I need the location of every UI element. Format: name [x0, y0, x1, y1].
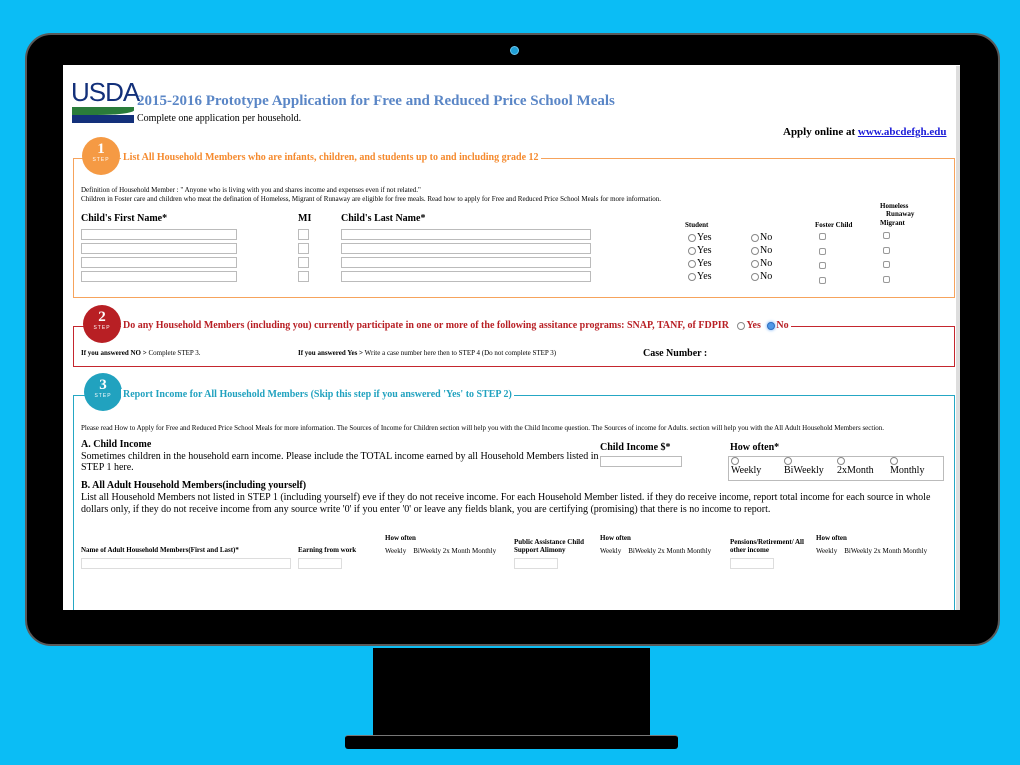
homeless-header-1: Homeless	[880, 202, 909, 210]
freq-2xmonth-label: 2xMonth	[837, 465, 874, 476]
adult-members-text-1: List all Household Members not listed in STEP 1 (including yourself) eve if they do not receive income. For each Household Member listed. if they do receive income, report total income for each source in whole	[81, 492, 931, 503]
child-income-text-1: Sometimes children in the household earn income. Please include the TOTAL income earned by all Household Members listed in	[81, 451, 599, 462]
child3-last-name-input[interactable]	[341, 257, 591, 268]
child2-mi-input[interactable]	[298, 243, 309, 254]
step3-intro: Please read How to Apply for Free and Reduced Price School Meals for more information. The Sources of Income for Children section will help you with the Child Income question. The Sources of income for Adults. section will help you with the All Adult Household Members section.	[81, 424, 885, 432]
no-label: No	[760, 271, 773, 282]
case-number-label: Case Number :	[643, 348, 708, 359]
if-no-text: Complete STEP 3.	[146, 349, 201, 357]
step1-definition: Definition of Household Member : " Anyone who is living with you and shares income and expenses even if not related."	[81, 186, 421, 194]
scrollbar[interactable]	[956, 66, 960, 610]
apply-online-label: Apply online at	[783, 126, 856, 138]
child4-foster-checkbox[interactable]	[819, 277, 826, 284]
if-no-bold: If you answered NO >	[81, 349, 147, 357]
child2-first-name-input[interactable]	[81, 243, 237, 254]
child4-student-no[interactable]	[751, 271, 772, 282]
child2-student-yes[interactable]	[688, 245, 712, 256]
adult-name-header: Name of Adult Household Members(First and Last)*	[81, 546, 239, 554]
no-label: No	[776, 320, 789, 331]
how-often-header-3: How often	[816, 534, 847, 542]
usda-logo-blue-band	[72, 115, 134, 123]
yes-label: Yes	[746, 320, 761, 331]
adult1-earning-input[interactable]	[298, 558, 342, 569]
how-often-header-2: How often	[600, 534, 631, 542]
radio-icon[interactable]	[737, 322, 745, 330]
usda-logo: USDA	[71, 77, 140, 107]
step1-badge	[82, 137, 120, 175]
child-last-name-header: Child's Last Name*	[341, 213, 426, 224]
child3-student-yes[interactable]	[688, 258, 712, 269]
yes-label: Yes	[697, 245, 712, 256]
public-assistance-header-1: Public Assistance Child	[514, 538, 585, 546]
step2-step-label: STEP	[93, 325, 111, 331]
freq-weekly[interactable]	[731, 457, 761, 476]
child-income-title: A. Child Income	[81, 439, 152, 450]
apply-online-link[interactable]: www.abcdefgh.edu	[857, 126, 947, 138]
step1-step-label: STEP	[92, 157, 110, 163]
small-freq-2xmonth: 2x Month	[442, 547, 471, 555]
step2-section	[73, 326, 955, 367]
child2-homeless-checkbox[interactable]	[883, 247, 890, 254]
small-freq-monthly: Monthly	[902, 547, 928, 555]
small-freq-2xmonth: 2x Month	[657, 547, 686, 555]
apply-online	[783, 126, 947, 138]
small-freq-monthly: Monthly	[471, 547, 497, 555]
radio-icon[interactable]	[751, 247, 759, 255]
how-often-header-1: How often	[385, 534, 416, 542]
radio-icon[interactable]	[731, 457, 739, 465]
small-freq-weekly: Weekly	[600, 547, 622, 555]
adult1-public-input[interactable]	[514, 558, 558, 569]
webcam-icon	[510, 46, 519, 55]
radio-icon[interactable]	[751, 260, 759, 268]
usda-logo-green-band	[72, 107, 134, 115]
child2-foster-checkbox[interactable]	[819, 248, 826, 255]
child2-student-no[interactable]	[751, 245, 772, 256]
page-subtitle: Complete one application per household.	[137, 113, 302, 124]
child-first-name-header: Child's First Name*	[81, 213, 168, 224]
adult-members-title: B. All Adult Household Members(including yourself)	[81, 480, 307, 491]
step3-legend: Report Income for All Household Members (Skip this step if you answered 'Yes' to STEP 2)	[123, 389, 512, 400]
step2-if-yes	[298, 349, 556, 357]
radio-icon[interactable]	[688, 247, 696, 255]
child4-homeless-checkbox[interactable]	[883, 276, 890, 283]
child1-homeless-checkbox[interactable]	[883, 232, 890, 239]
child1-mi-input[interactable]	[298, 229, 309, 240]
homeless-header-3: Migrant	[880, 219, 905, 227]
small-freq-2xmonth: 2x Month	[873, 547, 902, 555]
child4-first-name-input[interactable]	[81, 271, 237, 282]
radio-icon[interactable]	[688, 234, 696, 242]
child4-last-name-input[interactable]	[341, 271, 591, 282]
freq-biweekly-label: BiWeekly	[784, 465, 824, 476]
small-freq-biweekly: BiWeekly	[413, 547, 442, 555]
step2-if-no	[81, 349, 201, 357]
step2-yes-option[interactable]	[737, 320, 760, 331]
step3-badge	[84, 373, 122, 411]
child-mi-header: MI	[298, 213, 312, 224]
form-page	[63, 65, 960, 610]
foster-child-header: Foster Child	[815, 221, 853, 229]
radio-icon[interactable]	[688, 260, 696, 268]
child3-student-no[interactable]	[751, 258, 772, 269]
small-freq-weekly: Weekly	[385, 547, 407, 555]
child1-student-yes[interactable]	[688, 232, 712, 243]
child1-foster-checkbox[interactable]	[819, 233, 826, 240]
radio-selected-icon[interactable]	[767, 322, 775, 330]
step1-number: 1	[97, 141, 105, 157]
pensions-header-2: other income	[730, 546, 769, 554]
yes-label: Yes	[697, 271, 712, 282]
no-label: No	[760, 232, 773, 243]
if-yes-bold: If you answered Yes >	[298, 349, 364, 357]
student-header: Student	[685, 221, 709, 229]
page-title: 2015-2016 Prototype Application for Free and Reduced Price School Meals	[137, 93, 615, 109]
small-freq-weekly: Weekly	[816, 547, 838, 555]
small-freq-monthly: Monthly	[686, 547, 712, 555]
small-freq-group-1	[385, 547, 496, 555]
step3-number: 3	[99, 377, 107, 393]
pensions-header-1: Pensions/Retirement/ All	[730, 538, 804, 546]
freq-monthly-label: Monthly	[890, 465, 925, 476]
radio-icon[interactable]	[751, 234, 759, 242]
yes-label: Yes	[697, 258, 712, 269]
child1-last-name-input[interactable]	[341, 229, 591, 240]
radio-icon[interactable]	[688, 273, 696, 281]
child3-mi-input[interactable]	[298, 257, 309, 268]
small-freq-group-3	[816, 547, 927, 555]
step2-badge	[83, 305, 121, 343]
radio-icon[interactable]	[751, 273, 759, 281]
monitor-stand	[373, 648, 650, 738]
small-freq-biweekly: BiWeekly	[844, 547, 873, 555]
public-assistance-header-2: Support Alimony	[514, 546, 566, 554]
radio-icon[interactable]	[784, 457, 792, 465]
small-freq-biweekly: BiWeekly	[628, 547, 657, 555]
step1-legend: List All Household Members who are infants, children, and students up to and including grade 12	[123, 152, 539, 163]
no-label: No	[760, 245, 773, 256]
radio-icon[interactable]	[837, 457, 845, 465]
small-freq-group-2	[600, 547, 711, 555]
step1-foster-note: Children in Foster care and children who meat the defination of Homeless, Migrant of Runaway are eligible for free meals. Read how to apply for Free and Reduced Price School Meals for more information.	[81, 195, 662, 203]
homeless-header-2: Runaway	[886, 210, 915, 218]
earning-header: Earning from work	[298, 546, 357, 554]
child4-mi-input[interactable]	[298, 271, 309, 282]
child3-homeless-checkbox[interactable]	[883, 261, 890, 268]
child2-last-name-input[interactable]	[341, 243, 591, 254]
child-income-label: Child Income $*	[600, 442, 671, 453]
step3-step-label: STEP	[94, 393, 112, 399]
step2-legend	[121, 320, 791, 331]
child-income-text-2: STEP 1 here.	[81, 462, 134, 473]
child3-first-name-input[interactable]	[81, 257, 237, 268]
freq-2xmonth[interactable]	[837, 457, 874, 476]
child4-student-yes[interactable]	[688, 271, 712, 282]
adult1-pensions-input[interactable]	[730, 558, 774, 569]
radio-icon[interactable]	[890, 457, 898, 465]
yes-label: Yes	[697, 232, 712, 243]
step2-no-option[interactable]	[767, 320, 788, 331]
step2-number: 2	[98, 309, 106, 325]
adult-members-text-2: dollars only, if they do not receive income from any source write '0' if you enter '0' or leave any fields blank, you are certifying (promising) that there is no income to report.	[81, 504, 771, 515]
child1-student-no[interactable]	[751, 232, 772, 243]
child3-foster-checkbox[interactable]	[819, 262, 826, 269]
freq-weekly-label: Weekly	[731, 465, 762, 476]
freq-monthly[interactable]	[890, 457, 924, 476]
step2-question: Do any Household Members (including you) currently participate in one or more of the following assitance programs: SNAP, TANF, of FDPIR	[123, 320, 729, 331]
child-income-input[interactable]	[600, 456, 682, 467]
no-label: No	[760, 258, 773, 269]
child1-first-name-input[interactable]	[81, 229, 237, 240]
freq-biweekly[interactable]	[784, 457, 824, 476]
monitor-base	[345, 735, 678, 749]
if-yes-text: Write a case number here then to STEP 4 (Do not complete STEP 3)	[363, 349, 557, 357]
adult1-name-input[interactable]	[81, 558, 291, 569]
how-often-label: How often*	[730, 442, 780, 453]
